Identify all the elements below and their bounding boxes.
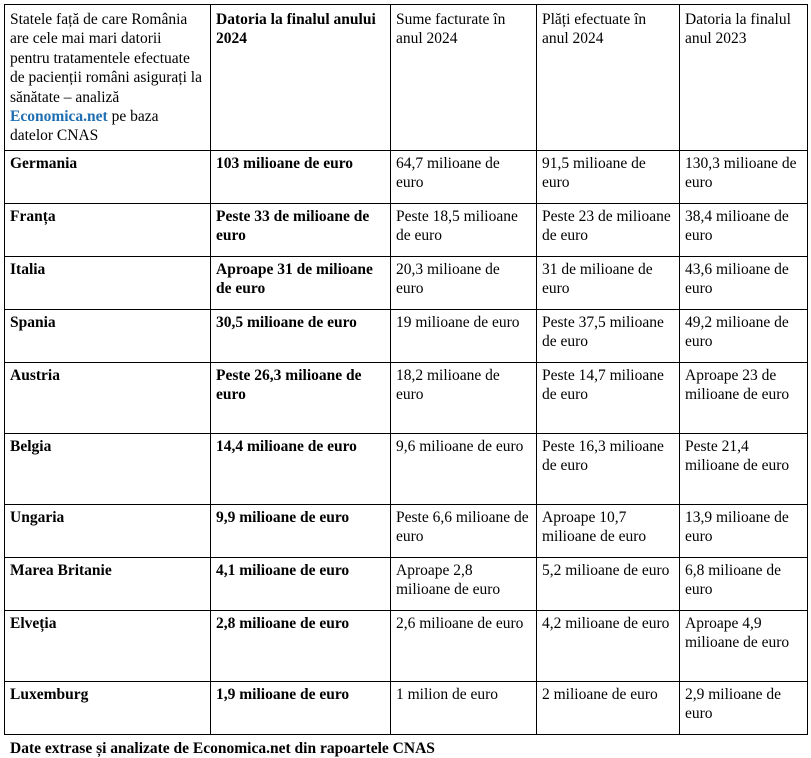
table-row [5, 610, 808, 681]
row-paid-2024: Peste 37,5 milioane de euro [537, 309, 680, 362]
row-country: Italia [5, 256, 211, 309]
table-row [5, 433, 808, 504]
table-header-row [5, 5, 808, 151]
table-row [5, 362, 808, 433]
table-title-cell [5, 5, 211, 151]
economica-link[interactable]: Economica.net [10, 107, 108, 125]
row-debt-2023: 130,3 milioane de euro [680, 150, 808, 203]
row-paid-2024: 2 milioane de euro [537, 681, 680, 734]
row-paid-2024: Aproape 10,7 milioane de euro [537, 504, 680, 557]
table-title-after: pe baza datelor CNAS [10, 107, 159, 145]
row-paid-2024: Peste 14,7 milioane de euro [537, 362, 680, 433]
row-debt-2024: 2,8 milioane de euro [211, 610, 391, 681]
row-debt-2023: Aproape 23 de milioane de euro [680, 362, 808, 433]
row-billed-2024: 20,3 milioane de euro [391, 256, 537, 309]
row-country: Elveția [5, 610, 211, 681]
row-debt-2024: Aproape 31 de milioane de euro [211, 256, 391, 309]
row-paid-2024: Peste 16,3 milioane de euro [537, 433, 680, 504]
row-country: Ungaria [5, 504, 211, 557]
row-debt-2024: 1,9 milioane de euro [211, 681, 391, 734]
row-debt-2023: 38,4 milioane de euro [680, 203, 808, 256]
column-header-debt-2023: Datoria la finalul anul 2023 [680, 5, 808, 151]
row-debt-2024: 4,1 milioane de euro [211, 557, 391, 610]
table-row [5, 681, 808, 734]
row-country: Germania [5, 150, 211, 203]
row-debt-2024: 9,9 milioane de euro [211, 504, 391, 557]
column-header-debt-2024: Datoria la finalul anului 2024 [211, 5, 391, 151]
row-country: Luxemburg [5, 681, 211, 734]
table-title-before: Statele față de care România are cele mai mari datorii pentru tratamentele efectuate de pacienții români asigurați la sănătate – analiză [10, 11, 202, 106]
row-billed-2024: 9,6 milioane de euro [391, 433, 537, 504]
table-row [5, 504, 808, 557]
row-debt-2024: Peste 26,3 milioane de euro [211, 362, 391, 433]
row-debt-2023: Peste 21,4 milioane de euro [680, 433, 808, 504]
row-debt-2023: 2,9 milioane de euro [680, 681, 808, 734]
column-header-billed-2024: Sume facturate în anul 2024 [391, 5, 537, 151]
row-paid-2024: 5,2 milioane de euro [537, 557, 680, 610]
row-debt-2024: 30,5 milioane de euro [211, 309, 391, 362]
debt-table [4, 4, 808, 735]
row-billed-2024: 19 milioane de euro [391, 309, 537, 362]
row-paid-2024: 91,5 milioane de euro [537, 150, 680, 203]
row-billed-2024: Peste 18,5 milioane de euro [391, 203, 537, 256]
row-debt-2023: 43,6 milioane de euro [680, 256, 808, 309]
row-country: Franța [5, 203, 211, 256]
row-debt-2023: Aproape 4,9 milioane de euro [680, 610, 808, 681]
row-debt-2024: 14,4 milioane de euro [211, 433, 391, 504]
row-billed-2024: Aproape 2,8 milioane de euro [391, 557, 537, 610]
row-paid-2024: Peste 23 de milioane de euro [537, 203, 680, 256]
row-debt-2024: 103 milioane de euro [211, 150, 391, 203]
row-billed-2024: 2,6 milioane de euro [391, 610, 537, 681]
row-country: Austria [5, 362, 211, 433]
row-debt-2024: Peste 33 de milioane de euro [211, 203, 391, 256]
table-row [5, 309, 808, 362]
row-billed-2024: 18,2 milioane de euro [391, 362, 537, 433]
table-row [5, 256, 808, 309]
row-country: Spania [5, 309, 211, 362]
row-country: Marea Britanie [5, 557, 211, 610]
row-debt-2023: 13,9 milioane de euro [680, 504, 808, 557]
row-paid-2024: 4,2 milioane de euro [537, 610, 680, 681]
row-billed-2024: 64,7 milioane de euro [391, 150, 537, 203]
column-header-paid-2024: Plăți efectuate în anul 2024 [537, 5, 680, 151]
row-billed-2024: 1 milion de euro [391, 681, 537, 734]
table-source-note: Date extrase și analizate de Economica.net din rapoartele CNAS [10, 739, 435, 757]
table-row [5, 203, 808, 256]
row-country: Belgia [5, 433, 211, 504]
row-debt-2023: 49,2 milioane de euro [680, 309, 808, 362]
table-row [5, 150, 808, 203]
row-paid-2024: 31 de milioane de euro [537, 256, 680, 309]
row-debt-2023: 6,8 milioane de euro [680, 557, 808, 610]
table-row [5, 557, 808, 610]
row-billed-2024: Peste 6,6 milioane de euro [391, 504, 537, 557]
